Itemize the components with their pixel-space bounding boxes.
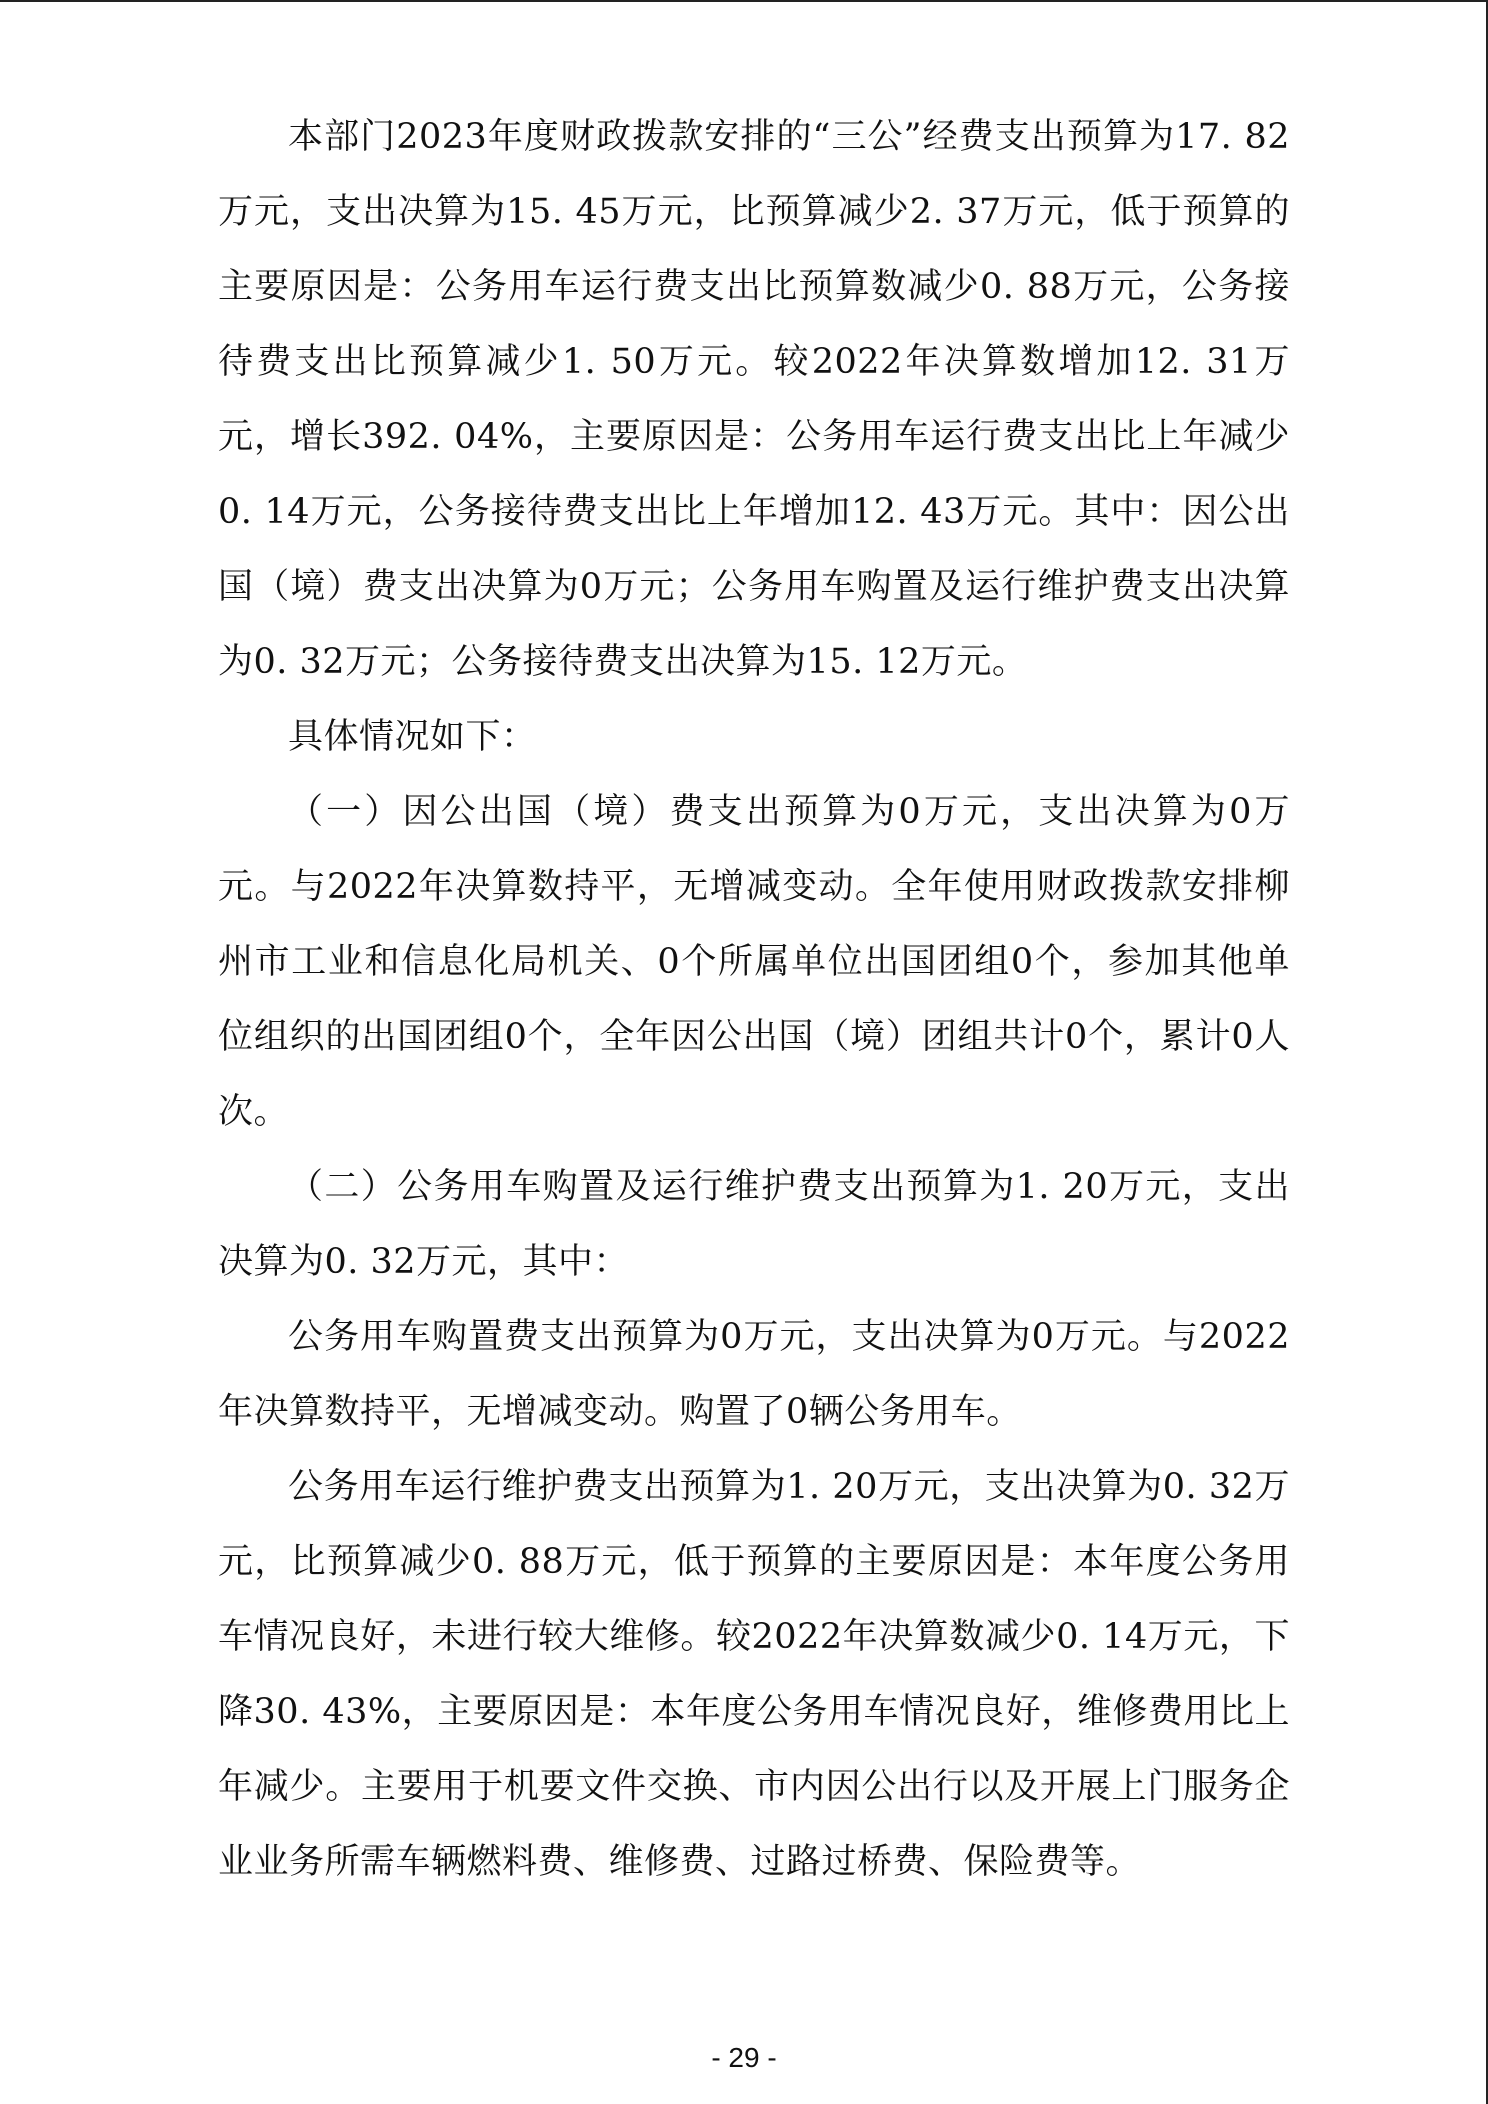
- paragraph-budget-summary: 本部门2023年度财政拨款安排的“三公”经费支出预算为17. 82万元，支出决算为15. 45万元，比预算减少2. 37万元，低于预算的主要原因是：公务用车运行费支出比预算数减少0. 88万元，公务接待费支出比预算减少1. 50万元。较2022年决算数增加12. 31万元，增长392. 04%，主要原因是：公务用车运行费支出比上年减少0. 14万元，公务接待费支出比上年增加12. 43万元。其中：因公出国（境）费支出决算为0万元；公务用车购置及运行维护费支出决算为0. 32万元；公务接待费支出决算为15. 12万元。: [218, 117, 1290, 682]
- paragraph-vehicle-purchase: 公务用车购置费支出预算为0万元，支出决算为0万元。与2022年决算数持平，无增减变动。购置了0辆公务用车。: [218, 1317, 1290, 1432]
- paragraph-vehicle-costs: （二）公务用车购置及运行维护费支出预算为1. 20万元，支出决算为0. 32万元，其中：: [218, 1167, 1290, 1282]
- paragraph-overseas-travel: （一）因公出国（境）费支出预算为0万元，支出决算为0万元。与2022年决算数持平，无增减变动。全年使用财政拨款安排柳州市工业和信息化局机关、0个所属单位出国团组0个，参加其他单位组织的出国团组0个，全年因公出国（境）团组共计0个，累计0人次。: [218, 792, 1290, 1132]
- document-body: [218, 100, 1290, 1900]
- paragraph-details-intro: 具体情况如下：: [288, 717, 537, 757]
- page-top-border: [0, 0, 1488, 2]
- paragraph-vehicle-maintenance: 公务用车运行维护费支出预算为1. 20万元，支出决算为0. 32万元，比预算减少0. 88万元，低于预算的主要原因是：本年度公务用车情况良好，未进行较大维修。较2022年决算数减少0. 14万元，下降30. 43%，主要原因是：本年度公务用车情况良好，维修费用比上年减少。主要用于机要文件交换、市内因公出行以及开展上门服务企业业务所需车辆燃料费、维修费、过路过桥费、保险费等。: [218, 1467, 1290, 1882]
- page-number: - 29 -: [711, 2042, 777, 2073]
